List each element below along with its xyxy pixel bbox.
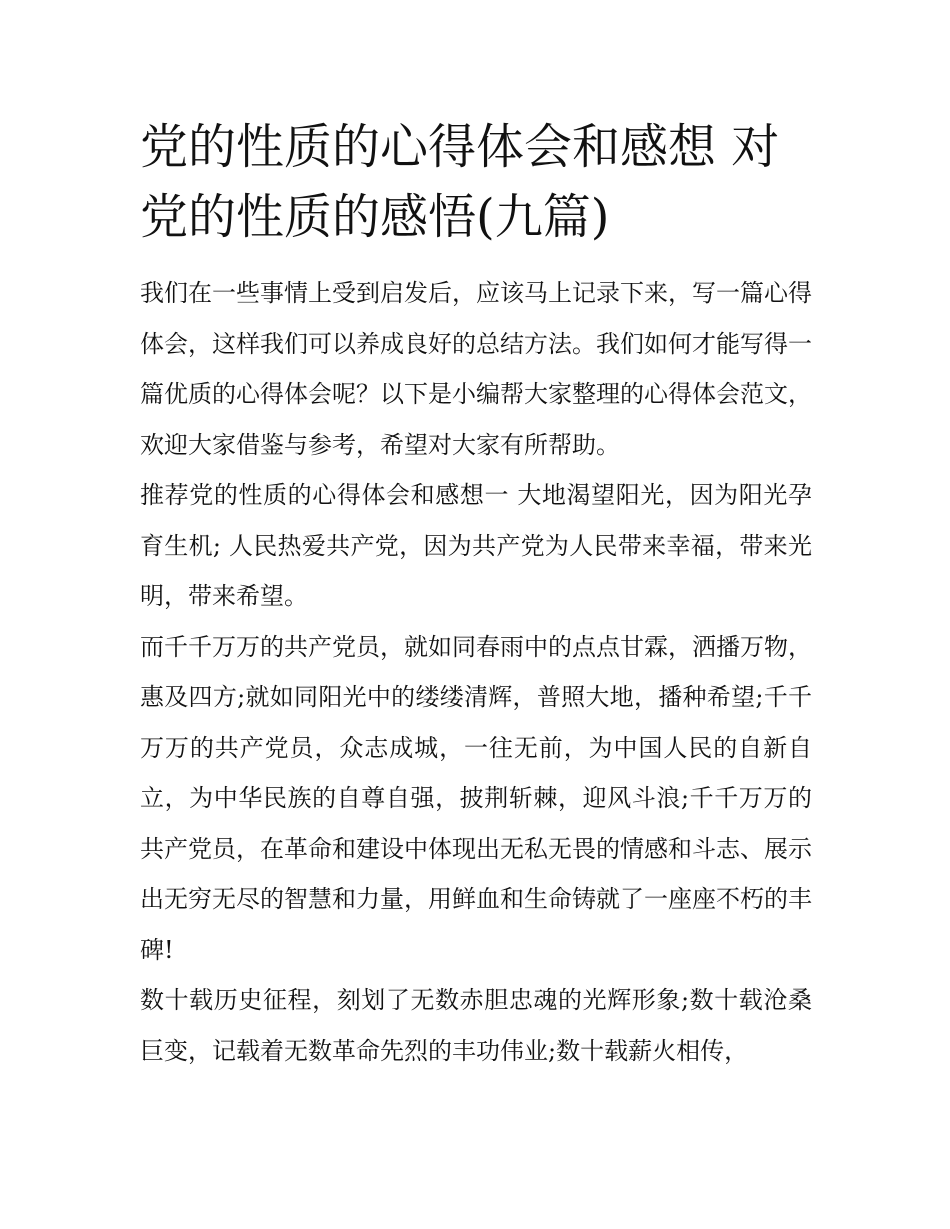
paragraph-recommend-one: 推荐党的性质的心得体会和感想一 大地渴望阳光，因为阳光孕育生机; 人民热爱共产党，因为共产党为人民带来幸福，带来光明，带来希望。	[140, 481, 812, 610]
document-content	[140, 112, 812, 1076]
document-title: 党的性质的心得体会和感想 对党的性质的感悟(九篇)	[140, 119, 780, 245]
paragraph-intro: 我们在一些事情上受到启发后，应该马上记录下来，写一篇心得体会，这样我们可以养成良好的总结方法。我们如何才能写得一篇优质的心得体会呢？以下是小编帮大家整理的心得体会范文，欢迎大家借鉴与参考，希望对大家有所帮助。	[140, 279, 812, 459]
paragraph-party-members: 而千千万万的共产党员，就如同春雨中的点点甘霖，洒播万物，惠及四方;就如同阳光中的缕缕清辉，普照大地，播种希望;千千万万的共产党员，众志成城，一往无前，为中国人民的自新自立，为中华民族的自尊自强，披荆斩棘，迎风斗浪;千千万万的共产党员，在革命和建设中体现出无私无畏的情感和斗志、展示出无穷无尽的智慧和力量，用鲜血和生命铸就了一座座不朽的丰碑!	[140, 632, 812, 964]
paragraph-history: 数十载历史征程，刻划了无数赤胆忠魂的光辉形象;数十载沧桑巨变，记载着无数革命先烈的丰功伟业;数十载薪火相传，	[140, 986, 812, 1065]
